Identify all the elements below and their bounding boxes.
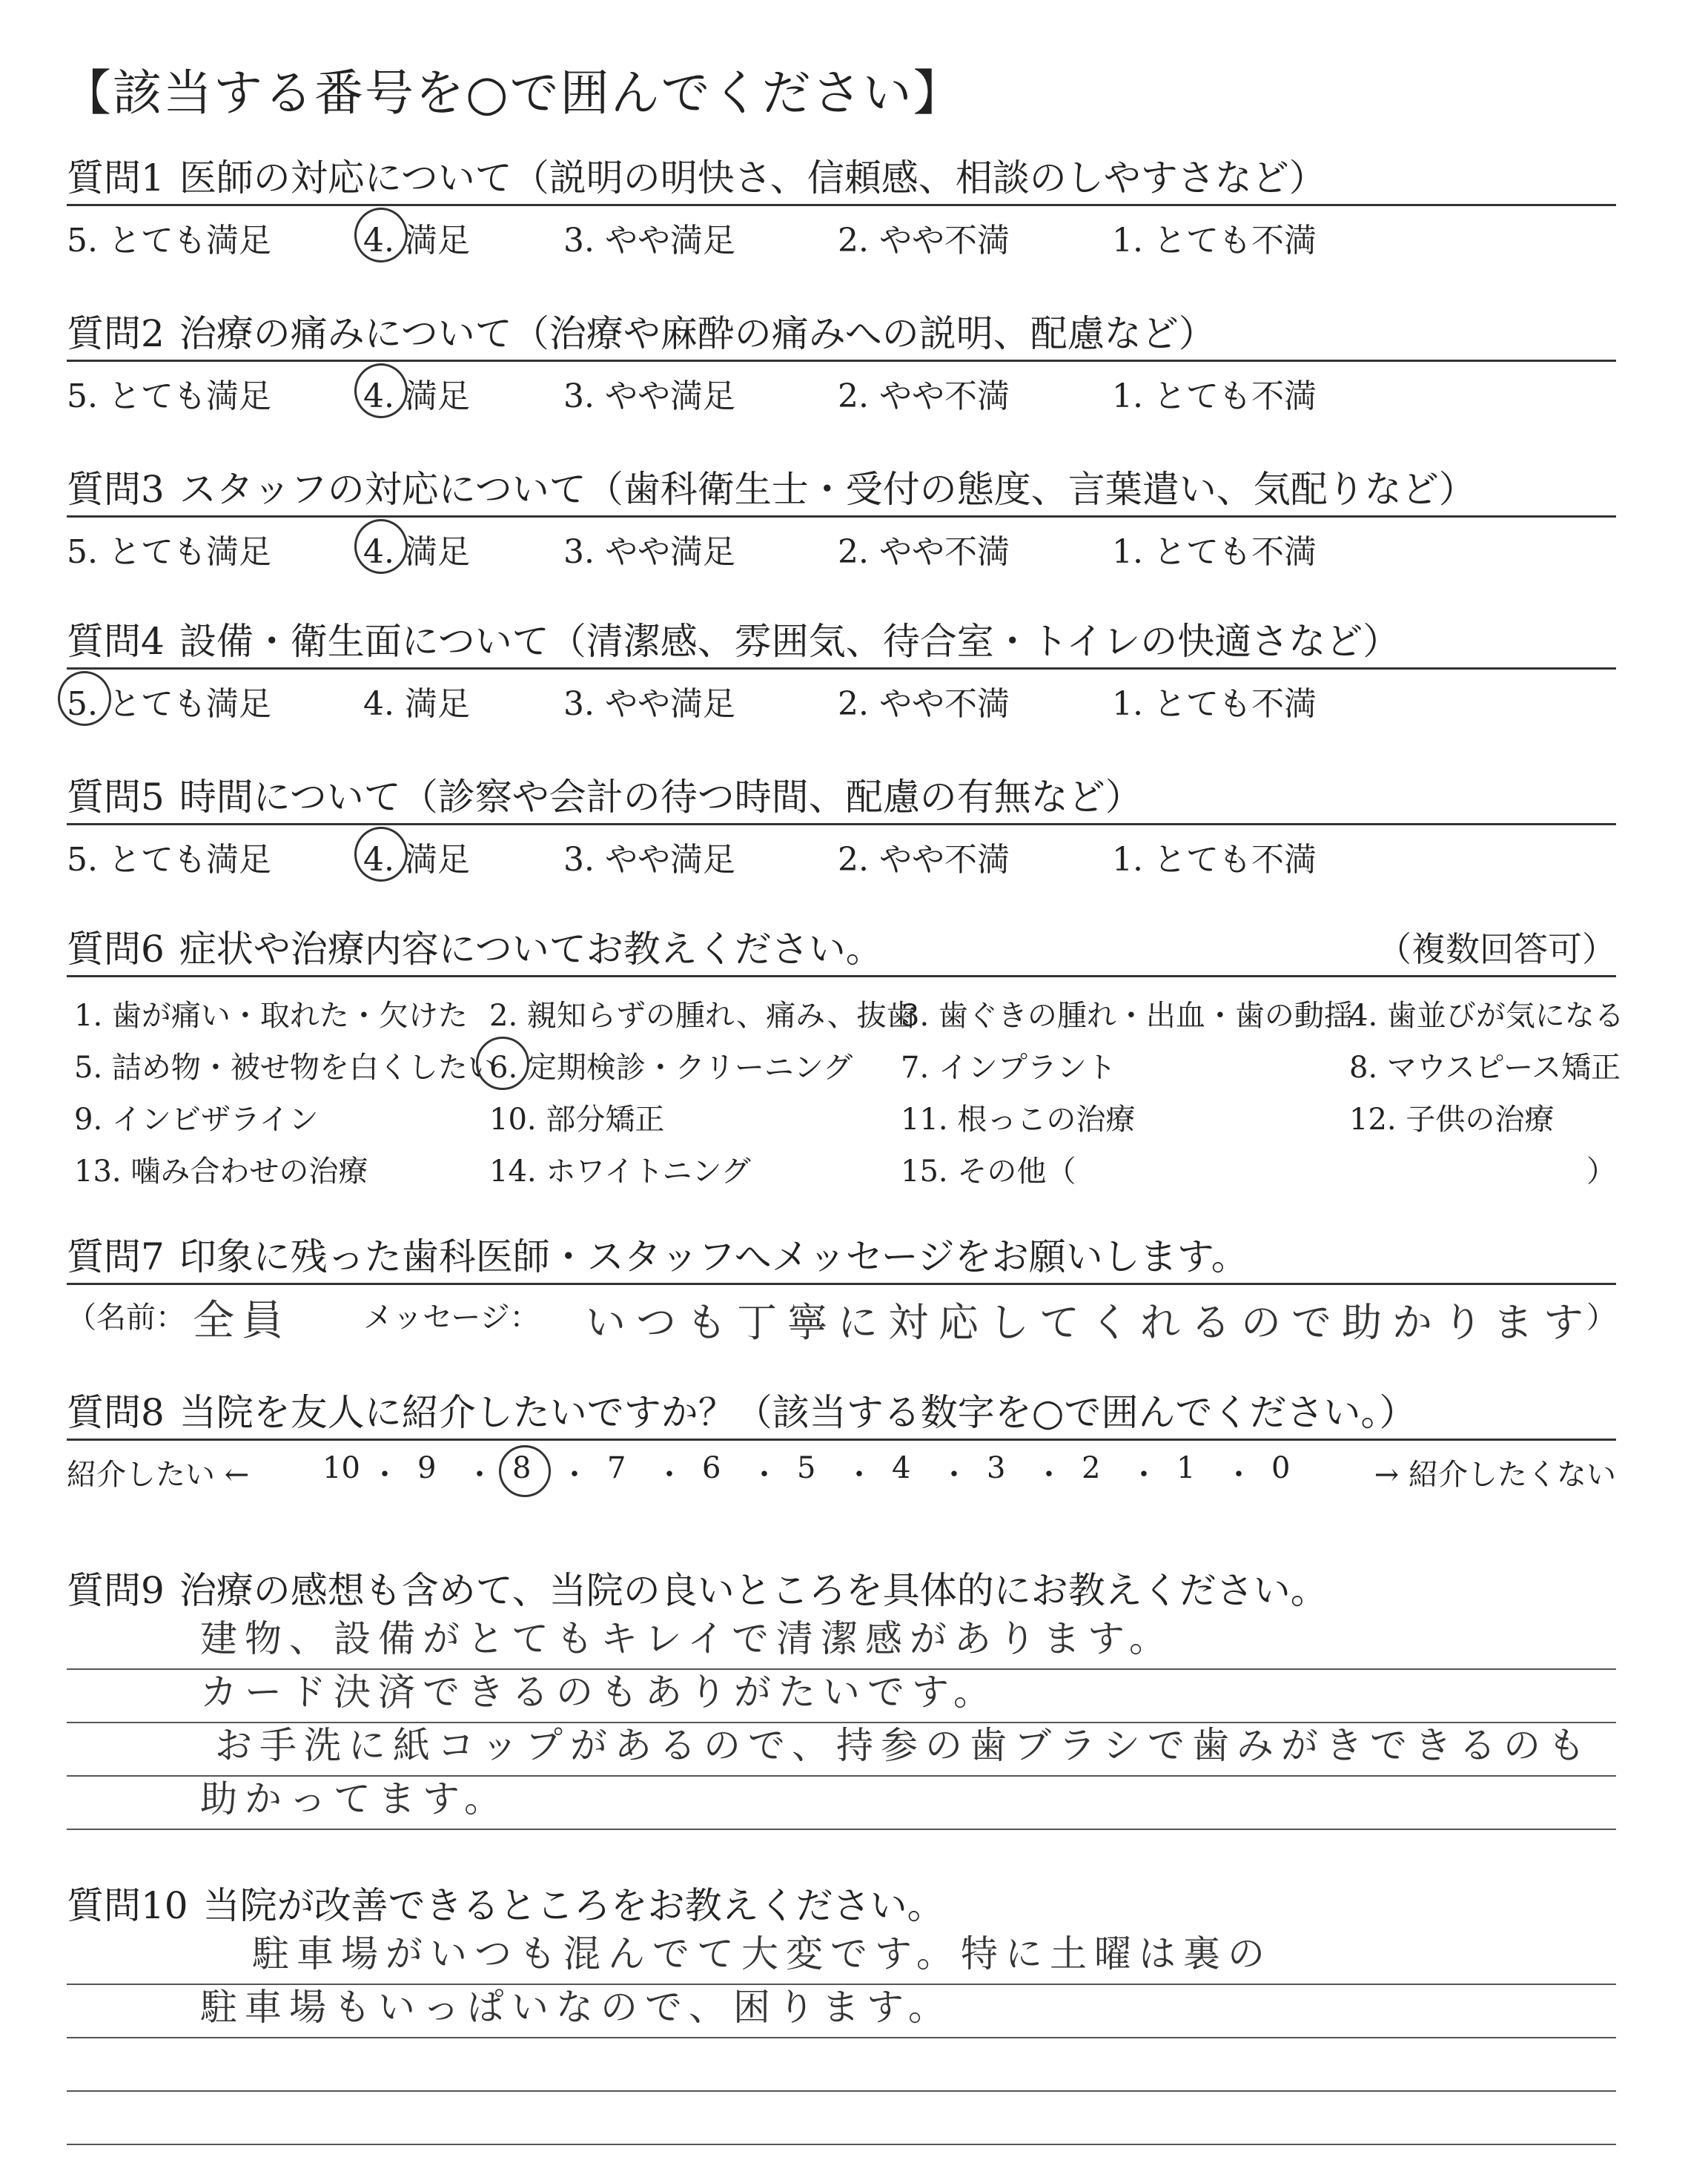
question-text: 設備・衛生面について（清潔感、雰囲気、待合室・トイレの快適さなど） [179,620,1400,663]
scale-separator: ・ [465,1458,494,1492]
treatment-options [67,977,1624,1189]
rating-option[interactable]: 5. とても満足 [67,377,271,415]
rating-options [67,825,1616,885]
scale-value[interactable]: 3 [987,1451,1006,1485]
scale-separator: ・ [939,1458,969,1492]
question-1 [67,152,1616,265]
scale-value[interactable]: 2 [1082,1451,1101,1485]
answer-line[interactable] [67,1985,1616,2038]
answer-lines [67,1932,1616,2145]
rating-option[interactable]: 4. 満足 [363,377,470,415]
question-number: 質問2 [67,312,165,355]
question-note: （複数回答可） [1377,929,1616,969]
scale-value[interactable]: 7 [607,1451,626,1485]
rating-options [67,670,1616,729]
handwritten-answer: 建物、設備がとてもキレイで清潔感があります。 [200,1617,1174,1660]
rating-option[interactable]: 5. とても満足 [67,685,271,723]
question-number: 質問7 [67,1235,165,1278]
message-line [67,1285,1616,1344]
question-5 [67,771,1616,885]
question-text: 印象に残った歯科医師・スタッフへメッセージをお願いします。 [179,1235,1248,1278]
treatment-option[interactable]: 2. 親知らずの腫れ、痛み、抜歯 [489,999,916,1033]
answer-line[interactable] [67,2092,1616,2145]
close-paren: ） [1586,1155,1616,1189]
rating-option[interactable]: 4. 満足 [363,841,470,879]
rating-option[interactable]: 2. やや不満 [838,841,1010,879]
question-text: 当院が改善できるところをお教えください。 [202,1884,944,1927]
question-number: 質問10 [67,1884,188,1927]
scale-value[interactable]: 8 [512,1451,532,1485]
handwritten-answer: お手洗に紙コップがあるので、持参の歯ブラシで歯みがきできるのも [215,1724,1592,1767]
treatment-option[interactable]: 13. 噛み合わせの治療 [74,1155,368,1189]
message-answer: いつも丁寧に対応してくれるので助かります [586,1299,1594,1346]
answer-lines [67,1616,1616,1830]
question-number: 質問4 [67,620,165,663]
scale-separator: ・ [655,1458,684,1492]
answer-line[interactable] [67,1777,1616,1830]
rating-option[interactable]: 1. とても不満 [1112,533,1317,571]
rating-option[interactable]: 2. やや不満 [838,685,1010,723]
name-label: （名前： [67,1301,185,1335]
rating-option[interactable]: 5. とても満足 [67,533,271,571]
scale-separator: ・ [844,1458,874,1492]
rating-option[interactable]: 5. とても満足 [67,841,271,879]
rating-option[interactable]: 3. やや満足 [563,685,735,723]
treatment-option[interactable]: 5. 詰め物・被せ物を白くしたい [74,1051,497,1085]
rating-option[interactable]: 4. 満足 [363,533,470,571]
question-number: 質問5 [67,776,165,819]
question-8 [67,1387,1616,1500]
scale-left-label: 紹介したい ← [67,1458,250,1492]
rating-option[interactable]: 1. とても不満 [1112,222,1317,260]
rating-option[interactable]: 1. とても不満 [1112,377,1317,415]
scale-value[interactable]: 5 [797,1451,816,1485]
scale-value[interactable]: 1 [1176,1451,1196,1485]
handwritten-answer: 助かってます。 [200,1777,509,1820]
scale-value[interactable]: 9 [417,1451,437,1485]
question-3 [67,463,1616,577]
answer-line[interactable] [67,2038,1616,2092]
treatment-option[interactable]: 14. ホワイトニング [489,1155,751,1189]
close-paren: ） [1586,1301,1616,1335]
treatment-option[interactable]: 15. その他（ [901,1155,1076,1189]
question-text: スタッフの対応について（歯科衛生士・受付の態度、言葉遣い、気配りなど） [179,468,1476,511]
treatment-option[interactable]: 9. インビザライン [74,1103,319,1137]
recommend-scale [67,1441,1616,1500]
question-number: 質問9 [67,1569,165,1612]
treatment-option[interactable]: 7. インプラント [901,1051,1116,1085]
treatment-option[interactable]: 10. 部分矯正 [489,1103,665,1137]
treatment-option[interactable]: 12. 子供の治療 [1349,1103,1555,1137]
handwritten-answer: カード決済できるのもありがたいです。 [200,1671,998,1714]
question-7 [67,1231,1616,1344]
question-number: 質問3 [67,468,165,511]
rating-option[interactable]: 2. やや不満 [838,377,1010,415]
question-number: 質問6 [67,928,165,971]
rating-options [67,362,1616,421]
rating-option[interactable]: 4. 満足 [363,685,470,723]
page-heading: 【該当する番号を○で囲んでください】 [62,65,964,122]
scale-separator: ・ [749,1458,779,1492]
question-9 [67,1565,1616,1830]
treatment-option[interactable]: 4. 歯並びが気になる [1349,999,1624,1033]
question-4 [67,615,1616,729]
scale-value[interactable]: 6 [702,1451,721,1485]
scale-value[interactable]: 4 [892,1451,911,1485]
treatment-option[interactable]: 1. 歯が痛い・取れた・欠けた [74,999,468,1033]
rating-options [67,206,1616,265]
treatment-option[interactable]: 6. 定期検診・クリーニング [489,1051,853,1085]
question-number: 質問1 [67,156,165,199]
scale-right-label: → 紹介したくない [1374,1458,1616,1492]
question-text: 治療の痛みについて（治療や麻酔の痛みへの説明、配慮など） [179,312,1216,355]
rating-option[interactable]: 3. やや満足 [563,533,735,571]
rating-option[interactable]: 3. やや満足 [563,377,735,415]
handwritten-answer: 駐車場もいっぱいなので、困ります。 [200,1986,953,2029]
scale-separator: ・ [370,1458,400,1492]
scale-value[interactable]: 10 [322,1451,360,1485]
question-6 [67,923,1624,1189]
question-text: 時間について（診察や会計の待つ時間、配慮の有無など） [179,776,1142,819]
rating-option[interactable]: 5. とても満足 [67,222,271,260]
rating-option[interactable]: 1. とても不満 [1112,841,1317,879]
treatment-option[interactable]: 8. マウスピース矯正 [1349,1051,1621,1085]
scale-value[interactable]: 0 [1271,1451,1291,1485]
rating-option[interactable]: 3. やや満足 [563,222,735,260]
question-text: 治療の感想も含めて、当院の良いところを具体的にお教えください。 [179,1569,1328,1612]
scale-separator: ・ [1224,1458,1254,1492]
rating-option[interactable]: 1. とても不満 [1112,685,1317,723]
question-number: 質問8 [67,1391,165,1434]
rating-option[interactable]: 4. 満足 [363,222,470,260]
question-10 [67,1880,1616,2145]
rating-options [67,518,1616,577]
question-2 [67,308,1616,421]
handwritten-answer: 駐車場がいつも混んでて大変です。特に土曜は裏の [252,1932,1272,1975]
rating-option[interactable]: 2. やや不満 [838,222,1010,260]
scale-separator: ・ [1129,1458,1159,1492]
treatment-option[interactable]: 3. 歯ぐきの腫れ・出血・歯の動揺 [901,999,1354,1033]
name-answer: 全員 [193,1297,291,1345]
rating-option[interactable]: 2. やや不満 [838,533,1010,571]
rating-option[interactable]: 3. やや満足 [563,841,735,879]
message-label: メッセージ： [363,1301,540,1335]
scale-separator: ・ [1034,1458,1064,1492]
question-text: 症状や治療内容についてお教えください。 [179,928,883,971]
question-text: 医師の対応について（説明の明快さ、信頼感、相談のしやすさなど） [179,156,1326,199]
question-text: 当院を友人に紹介したいですか？（該当する数字を○で囲んでください。） [179,1391,1417,1434]
scale-separator: ・ [560,1458,589,1492]
treatment-option[interactable]: 11. 根っこの治療 [901,1103,1136,1137]
